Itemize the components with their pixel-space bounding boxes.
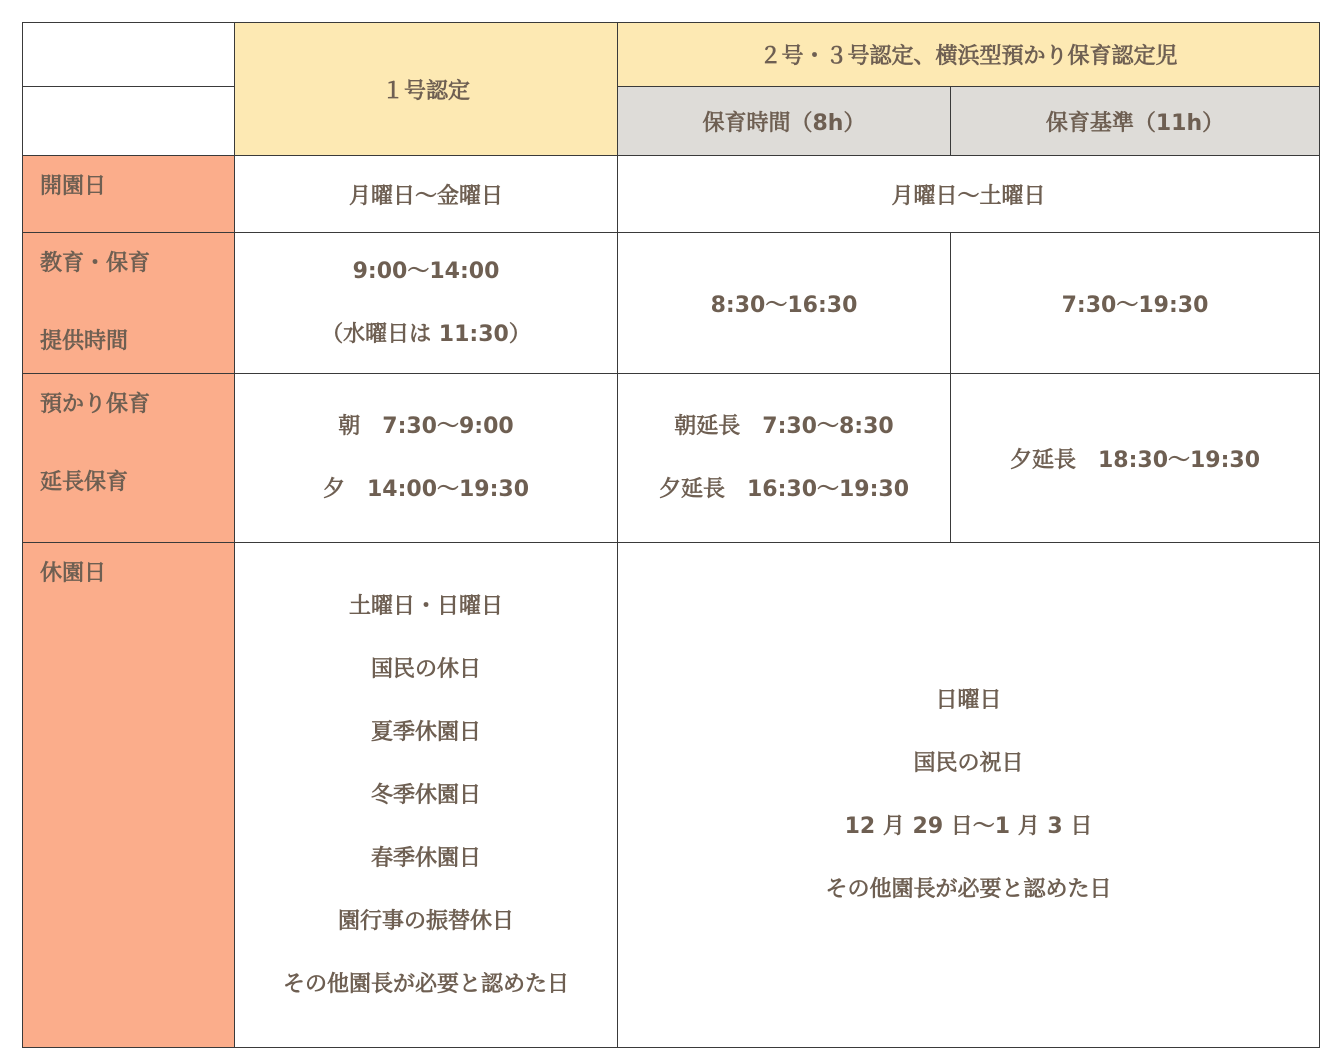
header-standard-short [618, 87, 951, 156]
hours-short [618, 233, 951, 374]
hours-label-line-1: 教育・保育 [40, 251, 151, 276]
hours-short-text: 8:30～16:30 [710, 292, 858, 318]
header-standard-short-label: 保育時間（8h） [702, 110, 866, 136]
extended-type1 [235, 374, 618, 543]
hours-type1-line-2: （水曜日は 11:30） [321, 322, 531, 347]
closed-type1-line-2: 国民の休日 [370, 656, 481, 682]
corner-cell-top [23, 23, 235, 87]
hours-label-line-2: 提供時間 [40, 329, 129, 354]
extended-type1-line-2: 夕 14:00～19:30 [322, 477, 530, 502]
corner-cell-bottom [23, 87, 235, 156]
hours-long [951, 233, 1320, 374]
closed-type23-line-1: 日曜日 [935, 688, 1002, 713]
opening-days-type1-text: 月曜日～金曜日 [348, 183, 503, 209]
header-type23-label: ２号・３号認定、横浜型預かり保育認定児 [759, 44, 1178, 69]
closed-type23-line-3: 12 月 29 日～1 月 3 日 [844, 814, 1093, 839]
closed-type23-line-4: その他園長が必要と認めた日 [825, 877, 1112, 902]
extended-label-line-1: 預かり保育 [40, 392, 151, 417]
closed-days-label: 休園日 [40, 561, 107, 586]
header-type1 [235, 23, 618, 156]
closed-type23-line-2: 国民の祝日 [913, 751, 1024, 776]
hours-type1-line-1: 9:00～14:00 [352, 259, 500, 284]
header-type23 [618, 23, 1320, 87]
extended-short [618, 374, 951, 543]
extended-long-text: 夕延長 18:30～19:30 [1009, 447, 1261, 473]
closed-type1-line-1: 土曜日・日曜日 [348, 593, 503, 619]
extended-type1-line-1: 朝 7:30～9:00 [338, 414, 514, 439]
row-head-extended [23, 374, 235, 543]
opening-days-label: 開園日 [40, 174, 107, 199]
row-head-opening-days [23, 156, 235, 233]
hours-long-text: 7:30～19:30 [1061, 292, 1209, 318]
closed-type1-line-6: 園行事の振替休日 [337, 908, 514, 934]
opening-days-type23 [618, 156, 1320, 233]
extended-label-line-2: 延長保育 [40, 470, 129, 495]
header-type1-label: １号認定 [381, 78, 470, 104]
closed-type1-line-5: 春季休園日 [370, 845, 481, 871]
opening-days-type1 [235, 156, 618, 233]
closed-type1-line-3: 夏季休園日 [370, 719, 481, 745]
header-standard-long-label: 保育基準（11h） [1045, 110, 1225, 136]
opening-days-type23-text: 月曜日～土曜日 [891, 183, 1046, 209]
row-head-closed-days [23, 543, 235, 1048]
hours-type1 [235, 233, 618, 374]
schedule-table [22, 22, 1320, 1048]
extended-long [951, 374, 1320, 543]
closed-type1-line-4: 冬季休園日 [370, 782, 481, 808]
row-head-hours [23, 233, 235, 374]
closed-type1-line-7: その他園長が必要と認めた日 [282, 971, 569, 997]
extended-short-line-2: 夕延長 16:30～19:30 [658, 477, 910, 502]
extended-short-line-1: 朝延長 7:30～8:30 [674, 414, 894, 439]
header-standard-long [951, 87, 1320, 156]
closed-days-type23 [618, 543, 1320, 1048]
closed-days-type1 [235, 543, 618, 1048]
